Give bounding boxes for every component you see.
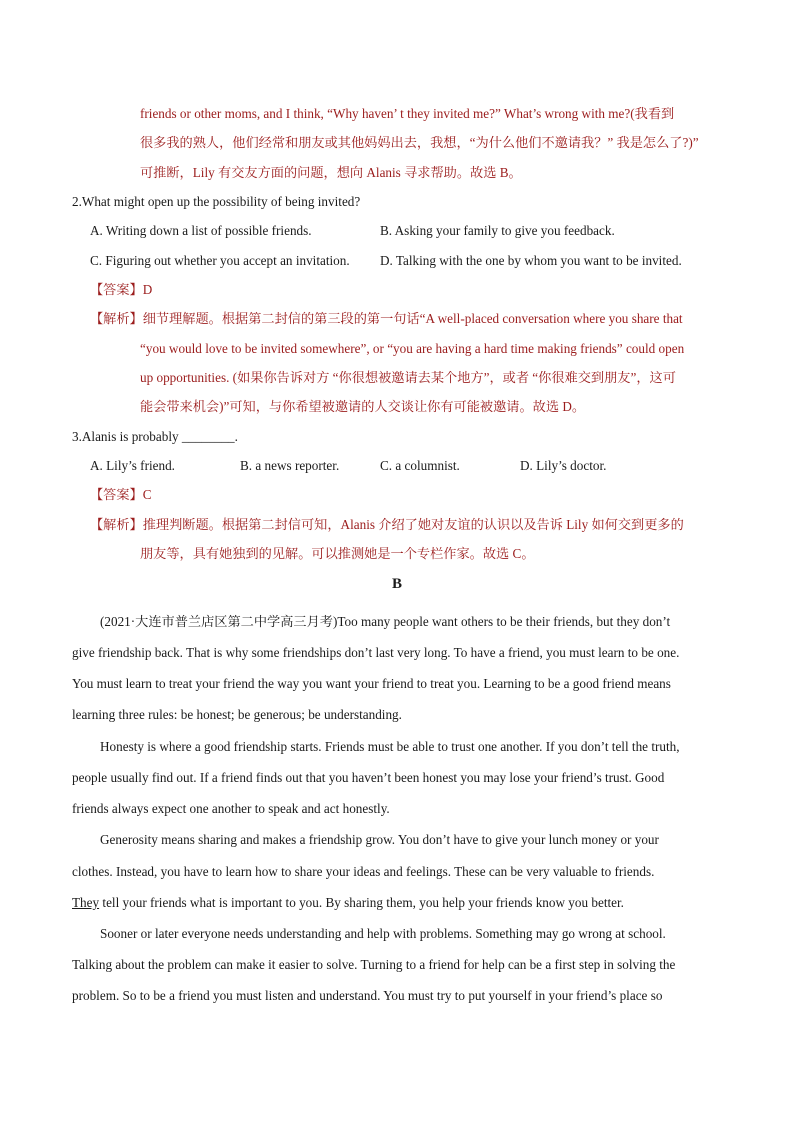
q3-explanation-line-2: 朋友等，具有她独到的见解。可以推测她是一个专栏作家。故选 C。 xyxy=(140,546,535,561)
passage-p1-line-4: learning three rules: be honest; be generous; be understanding. xyxy=(72,707,402,722)
q1-explanation-line-2: 很多我的熟人，他们经常和朋友或其他妈妈出去，我想，“为什么他们不邀请我？” 我是怎么了?)” xyxy=(140,135,699,150)
passage-p4-line-2: Talking about the problem can make it easier to solve. Turning to a friend for help can be a first step in solving the xyxy=(72,957,676,972)
q2-option-d: D. Talking with the one by whom you want to be invited. xyxy=(380,253,682,268)
q2-explanation-line-2: “you would love to be invited somewhere”, or “you are having a hard time making friends” could open xyxy=(140,341,685,356)
underlined-word: They xyxy=(72,895,100,910)
q3-stem: 3.Alanis is probably ________. xyxy=(72,429,238,444)
passage-p3-line-1: Generosity means sharing and makes a friendship grow. You don’t have to give your lunch money or your xyxy=(100,832,659,847)
passage-p2-line-2: people usually find out. If a friend finds out that you haven’t been honest you may lose your friend’s trust. Good xyxy=(72,770,665,785)
q2-stem: 2.What might open up the possibility of being invited? xyxy=(72,194,361,209)
q2-option-a: A. Writing down a list of possible friends. xyxy=(90,223,312,238)
passage-p3-line-3-rest: tell your friends what is important to you. By sharing them, you help your friends know you better. xyxy=(99,895,624,910)
q2-option-b: B. Asking your family to give you feedback. xyxy=(380,223,615,238)
q1-explanation-line-1: friends or other moms, and I think, “Why haven’ t they invited me?” What’s wrong with me?(我看到 xyxy=(140,106,675,121)
answer-label: 【答案】 xyxy=(90,487,143,502)
passage-p3-line-2: clothes. Instead, you have to learn how to share your ideas and feelings. These can be very valuable to friends. xyxy=(72,864,655,879)
passage-p4-line-1: Sooner or later everyone needs understanding and help with problems. Something may go wrong at school. xyxy=(100,926,666,941)
q3-explanation-line-1: 推理判断题。根据第二封信可知，Alanis 介绍了她对友谊的认识以及告诉 Lily 如何交到更多的 xyxy=(142,517,684,532)
passage-p2-line-3: friends always expect one another to speak and act honestly. xyxy=(72,801,390,816)
q3-option-a: A. Lily’s friend. xyxy=(90,458,175,473)
passage-p1-line-3: You must learn to treat your friend the way you want your friend to treat you. Learning to be a good friend means xyxy=(72,676,671,691)
q3-option-b: B. a news reporter. xyxy=(240,458,340,473)
q2-explanation-row-1 xyxy=(90,309,683,329)
passage-p4-line-3: problem. So to be a friend you must listen and understand. You must try to put yourself in your friend’s place so xyxy=(72,988,663,1003)
explanation-label: 【解析】 xyxy=(90,311,143,326)
q2-answer-row xyxy=(90,280,152,300)
q2-option-c: C. Figuring out whether you accept an invitation. xyxy=(90,253,350,268)
section-heading: B xyxy=(391,576,402,592)
answer-label: 【答案】 xyxy=(90,282,143,297)
q2-explanation-line-3: up opportunities. (如果你告诉对方 “你很想被邀请去某个地方”，或者 “你很难交到朋友”，这可 xyxy=(140,370,676,385)
q2-explanation-line-1: 细节理解题。根据第二封信的第三段的第一句话“A well-placed conversation where you share that xyxy=(142,311,683,326)
q2-explanation-line-4: 能会带来机会)”可知，与你希望被邀请的人交谈让你有可能被邀请。故选 D。 xyxy=(140,399,586,414)
q1-explanation-line-3: 可推断，Lily 有交友方面的问题，想向 Alanis 寻求帮助。故选 B。 xyxy=(140,165,522,180)
q3-option-d: D. Lily’s doctor. xyxy=(520,458,607,473)
q3-explanation-row-1 xyxy=(90,515,684,535)
q3-answer-row xyxy=(90,485,152,505)
passage-p3-line-3 xyxy=(72,893,624,913)
passage-p1-line-1: (2021·大连市普兰店区第二中学高三月考)Too many people want others to be their friends, but they don’t xyxy=(100,614,671,629)
q3-option-c: C. a columnist. xyxy=(380,458,460,473)
passage-p2-line-1: Honesty is where a good friendship starts. Friends must be able to trust one another. If you don’t tell the truth, xyxy=(100,739,680,754)
passage-p1-line-2: give friendship back. That is why some friendships don’t last very long. To have a friend, you must learn to be one. xyxy=(72,645,680,660)
answer-value: D xyxy=(142,282,153,297)
answer-value: C xyxy=(142,487,152,502)
explanation-label: 【解析】 xyxy=(90,517,143,532)
